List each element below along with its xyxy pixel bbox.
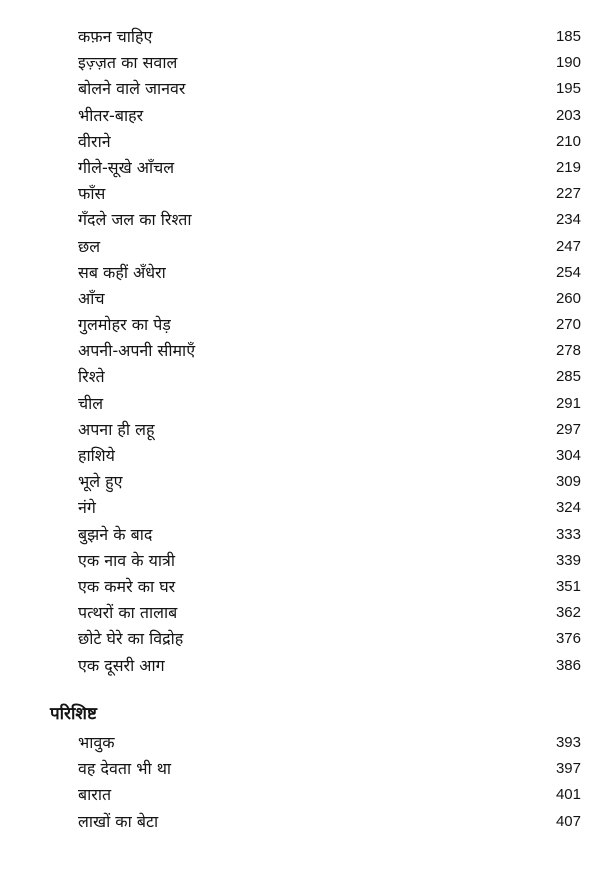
entry-title: गुलमोहर का पेड़ [78,315,171,335]
toc-entry [78,338,581,364]
toc-entry [78,443,581,469]
toc-entry [78,574,581,600]
entry-page-number: 210 [555,132,581,150]
entry-title: वह देवता भी था [78,759,172,779]
entry-title: छोटे घेरे का विद्रोह [78,629,184,649]
appendix-entry [78,730,581,756]
entry-page-number: 376 [555,630,581,648]
appendix-heading: परिशिष्ट [50,704,97,724]
entry-title: बारात [78,785,112,805]
entry-page-number: 401 [555,786,581,804]
entry-title: एक दूसरी आग [78,655,165,675]
toc-entry [78,155,581,181]
entry-page-number: 309 [555,473,581,491]
entry-title: कफ़न चाहिए [78,27,153,46]
toc-entry [78,234,581,260]
entry-title: भीतर-बाहर [78,105,144,125]
entry-title: अपना ही लहू [78,419,155,439]
toc-list [78,24,581,679]
entry-page-number: 195 [555,80,581,98]
toc-entry [78,364,581,390]
entry-title: नंगे [78,498,96,518]
appendix-entry [78,756,581,782]
entry-page-number: 297 [555,420,581,438]
entry-page-number: 227 [555,185,581,203]
entry-title: लाखों का बेटा [78,811,159,831]
entry-title: गीले-सूखे आँचल [78,157,175,177]
entry-page-number: 234 [555,211,581,229]
toc-entry [78,417,581,443]
entry-page-number: 203 [555,106,581,124]
entry-title: रिश्ते [78,367,105,387]
entry-title: वीराने [78,131,111,151]
entry-page-number: 362 [555,604,581,622]
entry-title: सब कहीं अँधेरा [78,262,166,282]
toc-entry [78,469,581,495]
toc-entry [78,76,581,102]
toc-entry [78,260,581,286]
toc-entry [78,129,581,155]
toc-entry [78,548,581,574]
entry-title: एक नाव के यात्री [78,550,176,570]
entry-page-number: 393 [555,734,581,751]
entry-title: फाँस [78,184,106,204]
toc-entry [78,103,581,129]
entry-page-number: 270 [555,316,581,334]
toc-entry [78,626,581,652]
entry-title: गँदले जल का रिश्ता [78,210,192,230]
entry-page-number: 324 [555,499,581,517]
toc-entry [78,24,581,50]
entry-title: पत्थरों का तालाब [78,603,178,623]
entry-title: भूले हुए [78,472,123,492]
toc-entry [78,391,581,417]
toc-entry [78,495,581,521]
entry-page-number: 386 [555,656,581,674]
entry-title: चील [78,393,104,413]
appendix-list [78,730,581,835]
entry-title: आँच [78,288,105,308]
toc-entry [78,653,581,679]
entry-title: एक कमरे का घर [78,576,176,596]
toc-entry [78,600,581,626]
entry-title: बोलने वाले जानवर [78,79,186,99]
entry-page-number: 254 [555,263,581,281]
entry-title: बुझने के बाद [78,524,153,544]
entry-page-number: 397 [555,760,581,778]
entry-title: इज़्ज़त का सवाल [78,53,178,73]
entry-page-number: 291 [555,394,581,412]
entry-page-number: 351 [555,577,581,595]
entry-page-number: 219 [555,158,581,176]
entry-title: हाशिये [78,446,115,465]
entry-page-number: 304 [555,447,581,464]
entry-title: भावुक [78,733,115,752]
entry-title: छल [78,236,101,256]
toc-entry [78,312,581,338]
toc-entry [78,181,581,207]
entry-page-number: 190 [555,54,581,72]
toc-entry [78,522,581,548]
toc-entry [78,207,581,233]
entry-page-number: 260 [555,289,581,307]
entry-page-number: 407 [555,812,581,830]
entry-page-number: 339 [555,551,581,569]
entry-title: अपनी-अपनी सीमाएँ [78,341,196,361]
entry-page-number: 185 [555,28,581,45]
appendix-entry [78,782,581,808]
toc-entry [78,50,581,76]
entry-page-number: 285 [555,368,581,386]
toc-entry [78,286,581,312]
entry-page-number: 278 [555,342,581,360]
entry-page-number: 333 [555,525,581,543]
entry-page-number: 247 [555,237,581,255]
appendix-entry [78,809,581,835]
